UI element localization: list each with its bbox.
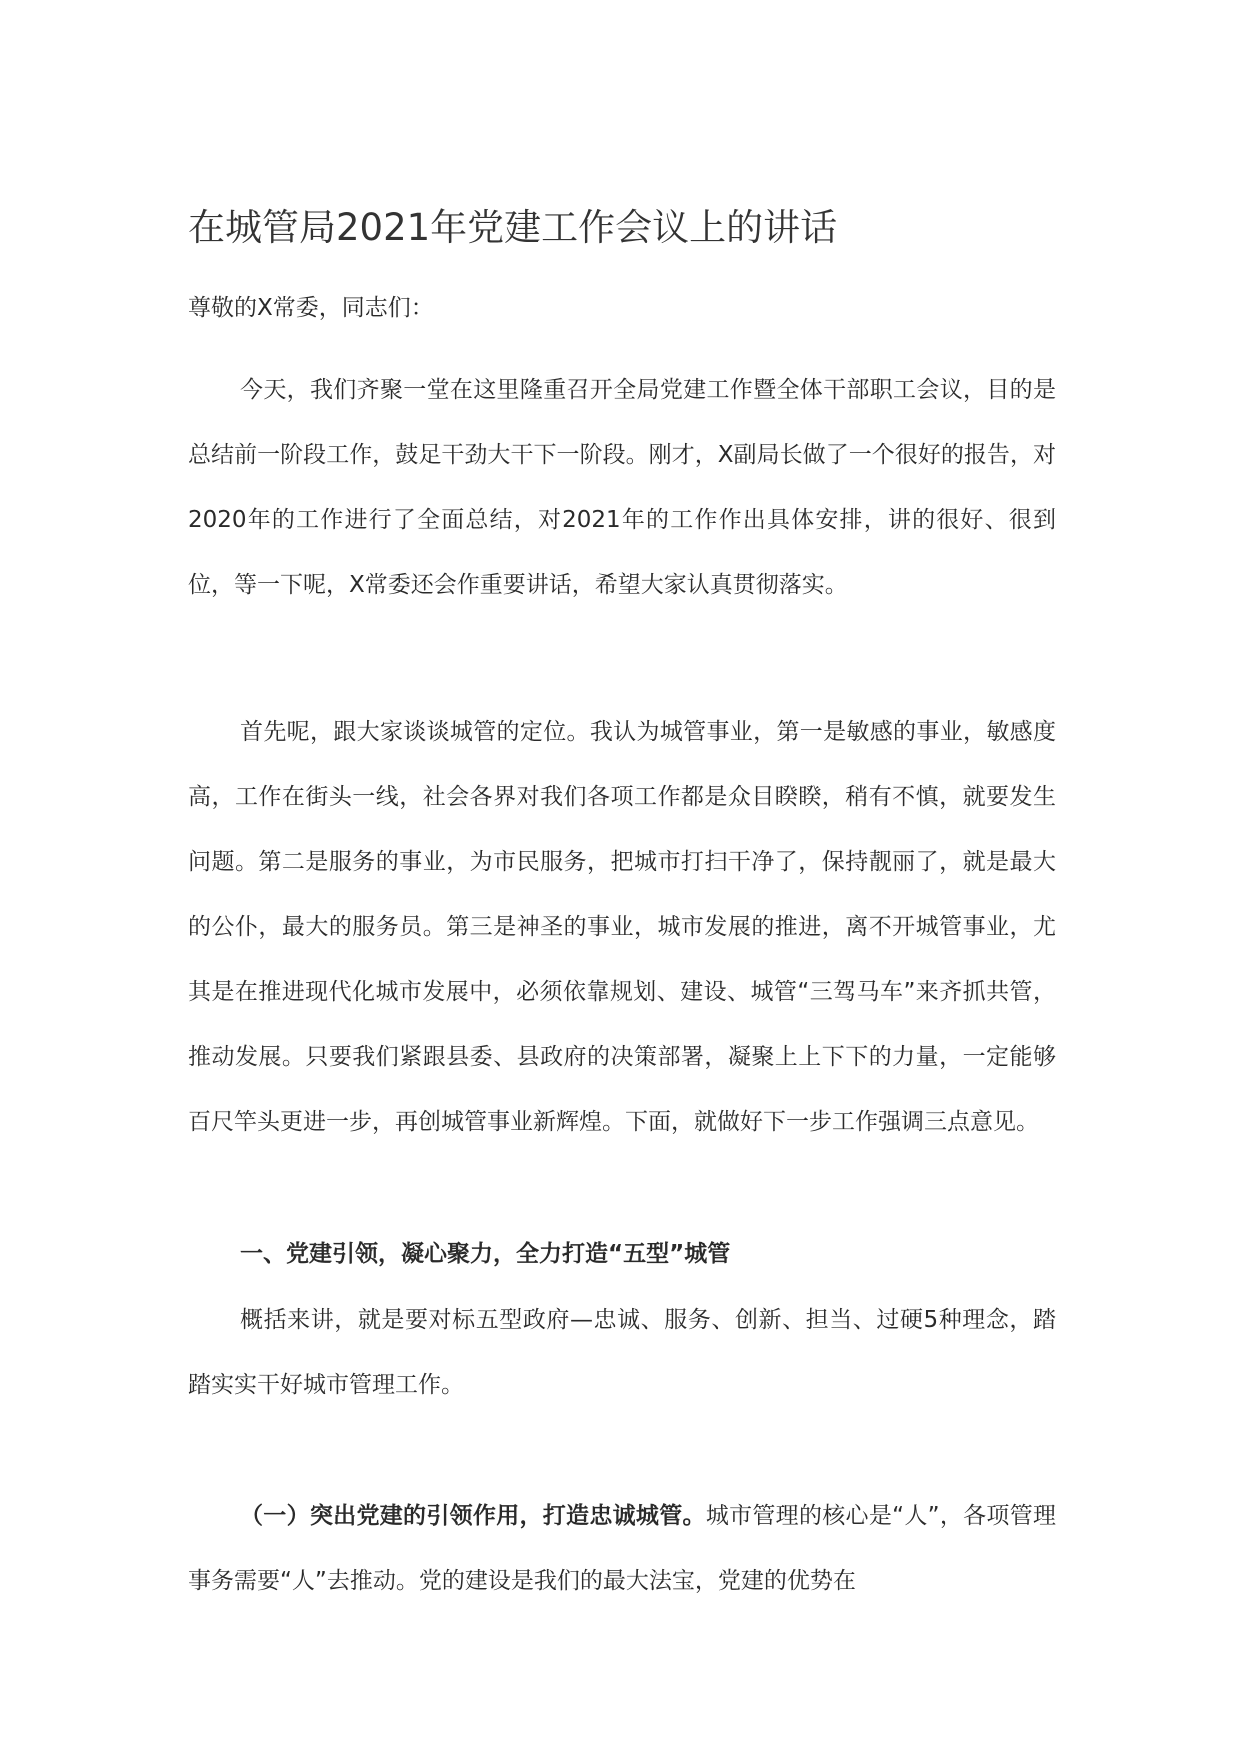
salutation: 尊敬的X常委，同志们： xyxy=(188,295,434,321)
subsection-lead: （一）突出党建的引领作用，打造忠诚城管。 xyxy=(240,1503,706,1529)
paragraph-positioning: 首先呢，跟大家谈谈城管的定位。我认为城管事业，第一是敏感的事业，敏感度高，工作在街头一线，社会各界对我们各项工作都是众目睽睽，稍有不慎，就要发生问题。第二是服务的事业，为市民服务，把城市打扫干净了，保持靓丽了，就是最大的公仆，最大的服务员。第三是神圣的事业，城市发展的推进，离不开城管事业，尤其是在推进现代化城市发展中，必须依靠规划、建设、城管“三驾马车”来齐抓共管，推动发展。只要我们紧跟县委、县政府的决策部署，凝聚上上下下的力量，一定能够百尺竿头更进一步，再创城管事业新辉煌。下面，就做好下一步工作强调三点意见。 xyxy=(188,719,1056,1135)
section-heading: 一、党建引领，凝心聚力，全力打造“五型”城管 xyxy=(240,1241,731,1267)
subsection-body: 城市管理的核心是“人”，各项管理事务需要“人”去推动。党的建设是我们的最大法宝，党建的优势在 xyxy=(188,1503,1056,1594)
section-paragraph: 概括来讲，就是要对标五型政府—忠诚、服务、创新、担当、过硬5种理念，踏踏实实干好城市管理工作。 xyxy=(188,1307,1056,1398)
paragraph-opening: 今天，我们齐聚一堂在这里隆重召开全局党建工作暨全体干部职工会议，目的是总结前一阶段工作，鼓足干劲大干下一阶段。刚才，X副局长做了一个很好的报告，对2020年的工作进行了全面总结，对2021年的工作作出具体安排，讲的很好、很到位，等一下呢，X常委还会作重要讲话，希望大家认真贯彻落实。 xyxy=(188,377,1056,598)
document-title: 在城管局2021年党建工作会议上的讲话 xyxy=(188,206,838,249)
subsection-paragraph xyxy=(188,1484,1056,1614)
